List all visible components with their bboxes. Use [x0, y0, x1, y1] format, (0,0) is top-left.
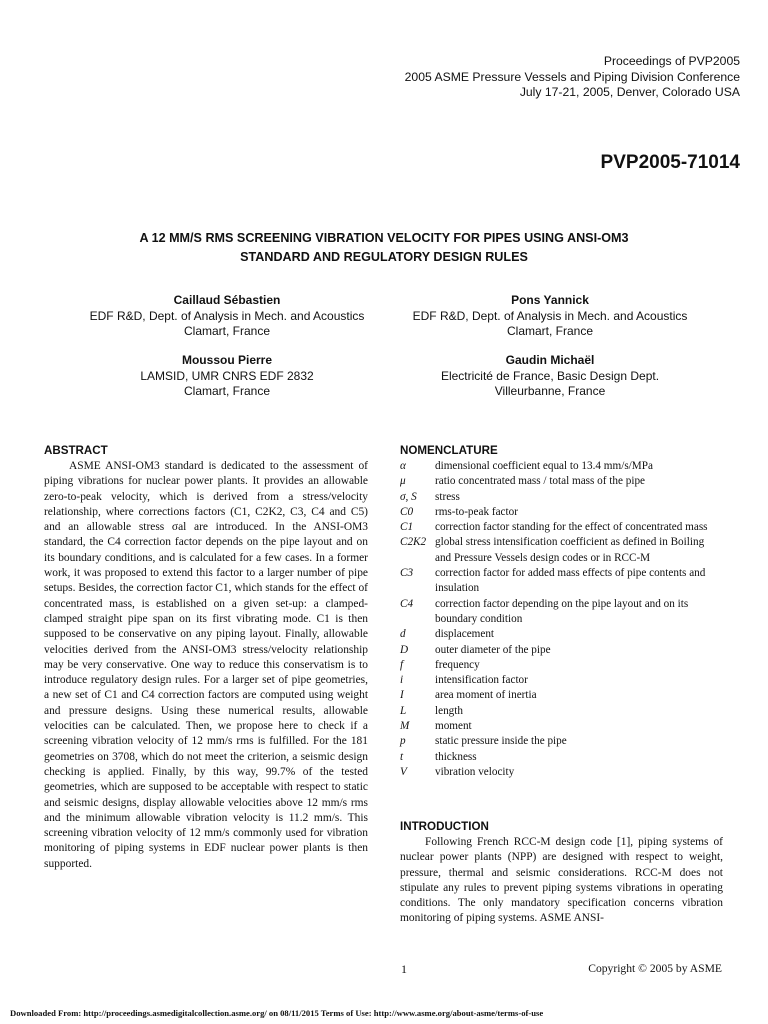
paper-title [60, 229, 708, 266]
conference-line: 2005 ASME Pressure Vessels and Piping Division Conference [404, 69, 740, 84]
nomenclature-definition: intensification factor [435, 674, 528, 687]
nomenclature-item [400, 688, 723, 703]
abstract-body [44, 459, 368, 872]
nomenclature-item [400, 490, 723, 505]
nomenclature-definition: outer diameter of the pipe [435, 643, 551, 656]
nomenclature-definition: thickness [435, 750, 477, 763]
author-location: Clamart, France [183, 324, 271, 338]
author-name: Pons Yannick [511, 293, 589, 307]
abstract-heading: ABSTRACT [44, 444, 108, 457]
nomenclature-item [400, 765, 723, 780]
nomenclature-item [400, 719, 723, 734]
nomenclature-item [400, 643, 723, 658]
author-block [385, 353, 715, 400]
nomenclature-definition: vibration velocity [435, 765, 515, 778]
author-affiliation: EDF R&D, Dept. of Analysis in Mech. and Acoustics [412, 308, 688, 323]
title-line: A 12 MM/S RMS SCREENING VIBRATION VELOCITY FOR PIPES USING ANSI-OM3 [139, 231, 629, 245]
nomenclature-symbol: σ, S [400, 490, 417, 503]
nomenclature-symbol: f [400, 658, 404, 671]
nomenclature-symbol: I [400, 689, 404, 702]
author-name: Caillaud Sébastien [173, 293, 281, 307]
author-block [62, 353, 392, 400]
nomenclature-item [400, 474, 723, 489]
author-block [385, 293, 715, 340]
nomenclature-symbol: C1 [400, 521, 414, 534]
nomenclature-definition: displacement [435, 628, 495, 641]
nomenclature-definition: dimensional coefficient equal to 13.4 mm/s/MPa [435, 460, 653, 472]
nomenclature-definition: correction factor depending on the pipe layout and on its boundary condition [435, 597, 689, 625]
nomenclature-list [400, 459, 723, 780]
nomenclature-definition: stress [435, 490, 460, 503]
nomenclature-heading: NOMENCLATURE [400, 444, 498, 457]
nomenclature-item [400, 750, 723, 765]
author-affiliation: EDF R&D, Dept. of Analysis in Mech. and Acoustics [89, 308, 365, 323]
nomenclature-symbol: p [400, 735, 406, 748]
author-location: Villeurbanne, France [494, 384, 606, 398]
nomenclature-item [400, 505, 723, 520]
abstract-text: ASME ANSI-OM3 standard is dedicated to the assessment of piping vibrations for nuclear power plants. It provides an allowable zero-to-peak velocity, which is derived from a stress/velocity relationship, where corrections factors (C1, C2K2, C3, C4 and C5) and an allowable stress σal are introduced. In the ANSI-OM3 standard, the C4 correction factor depends on the pipe layout and on its boundary conditions, and is calculated for a few cases. In a former work, it was proposed to extend this factor to a larger number of pipe setups. Besides, the correction factor C1, which stands for the effect of concentrated mass, is established on a given set-up: a clamped-clamped straight pipe span on its first vibrating mode. C1 is then supposed to be conservative on any piping layout. Finally, allowable velocities derived from the ANSI-OM3 stress/velocity relationship may be very conservative. One way to reduce this conservatism is to introduce regulatory design rules. For a larger set of pipe geometries, a new set of C1 and C4 correction factors are computed using weight and pressure designs. Using these numerical results, allowable velocities can be calculated. Then, we propose here to check if a screening vibration velocity of 12 mm/s rms is fulfilled. For the 181 geometries on 3708, which do not meet the criterion, a seismic design checking is applied. Finally, by this way, 99.7% of the tested geometries, which are supposed to be acceptable with respect to static and seismic designs, display allowable velocities above 12 mm/s rms and the minimum allowable vibration velocity is 11.2 mm/s. This screening vibration velocity of 12 mm/s commonly used for vibration monitoring of piping systems in EDF nuclear power plants is then supported. [44, 460, 368, 870]
nomenclature-definition: rms-to-peak factor [435, 505, 518, 518]
introduction-text: Following French RCC-M design code [1], piping systems of nuclear power plants (NPP) are designed with respect to weight, pressure, thermal and seismic considerations. RCC-M does not stipulate any rules to prevent piping systems vibrations in operating conditions. The only mandatory specification concerns vibration monitoring of piping systems. ASME ANSI- [400, 836, 723, 925]
nomenclature-item [400, 734, 723, 749]
download-notice: Downloaded From: http://proceedings.asmedigitalcollection.asme.org/ on 08/11/2015 Terms of Use: http://www.asme.org/about-asme/terms-of-use [10, 1008, 544, 1018]
page-number: 1 [401, 962, 407, 976]
nomenclature-item [400, 658, 723, 673]
conference-line: July 17-21, 2005, Denver, Colorado USA [519, 85, 740, 100]
nomenclature-symbol: L [400, 704, 407, 717]
author-affiliation: Electricité de France, Basic Design Dept. [440, 368, 660, 383]
title-line: STANDARD AND REGULATORY DESIGN RULES [240, 249, 528, 264]
introduction-body [400, 835, 723, 927]
nomenclature-symbol: V [400, 765, 407, 778]
conference-info [240, 54, 740, 101]
nomenclature-definition: static pressure inside the pipe [435, 735, 567, 748]
nomenclature-symbol: C2K2 [400, 536, 427, 549]
nomenclature-item [400, 459, 723, 474]
conference-line: Proceedings of PVP2005 [603, 54, 740, 68]
nomenclature-definition: ratio concentrated mass / total mass of the pipe [435, 475, 646, 488]
nomenclature-definition: moment [435, 720, 472, 733]
nomenclature-symbol: D [400, 643, 409, 656]
author-location: Clamart, France [183, 384, 271, 398]
nomenclature-definition: frequency [435, 658, 480, 671]
nomenclature-item [400, 520, 723, 535]
nomenclature-symbol: C3 [400, 567, 414, 580]
nomenclature-definition: correction factor for added mass effects of pipe contents and insulation [435, 567, 706, 595]
nomenclature-definition: global stress intensification coefficient as defined in Boiling and Pressure Vessels design codes or in RCC-M [435, 536, 705, 564]
copyright-notice: Copyright © 2005 by ASME [588, 962, 722, 975]
nomenclature-item [400, 535, 723, 566]
author-affiliation: LAMSID, UMR CNRS EDF 2832 [140, 368, 314, 383]
nomenclature-symbol: M [400, 720, 410, 733]
nomenclature-symbol: i [400, 674, 404, 687]
nomenclature-symbol: C0 [400, 505, 414, 518]
nomenclature-item [400, 627, 723, 642]
nomenclature-definition: length [435, 704, 463, 717]
author-name: Moussou Pierre [181, 353, 273, 367]
nomenclature-item [400, 566, 723, 597]
nomenclature-symbol: μ [400, 475, 406, 488]
nomenclature-symbol: C4 [400, 597, 414, 610]
nomenclature-symbol: t [400, 750, 404, 763]
author-block [62, 293, 392, 340]
author-location: Clamart, France [506, 324, 594, 338]
author-name: Gaudin Michaël [505, 353, 595, 367]
nomenclature-item [400, 597, 723, 628]
introduction-heading: INTRODUCTION [400, 820, 489, 833]
nomenclature-item [400, 704, 723, 719]
nomenclature-definition: correction factor standing for the effect of concentrated mass [435, 521, 708, 534]
nomenclature-symbol: α [400, 460, 406, 472]
nomenclature-item [400, 673, 723, 688]
nomenclature-symbol: d [400, 628, 406, 641]
nomenclature-definition: area moment of inertia [435, 689, 537, 702]
paper-id: PVP2005-71014 [600, 152, 740, 173]
